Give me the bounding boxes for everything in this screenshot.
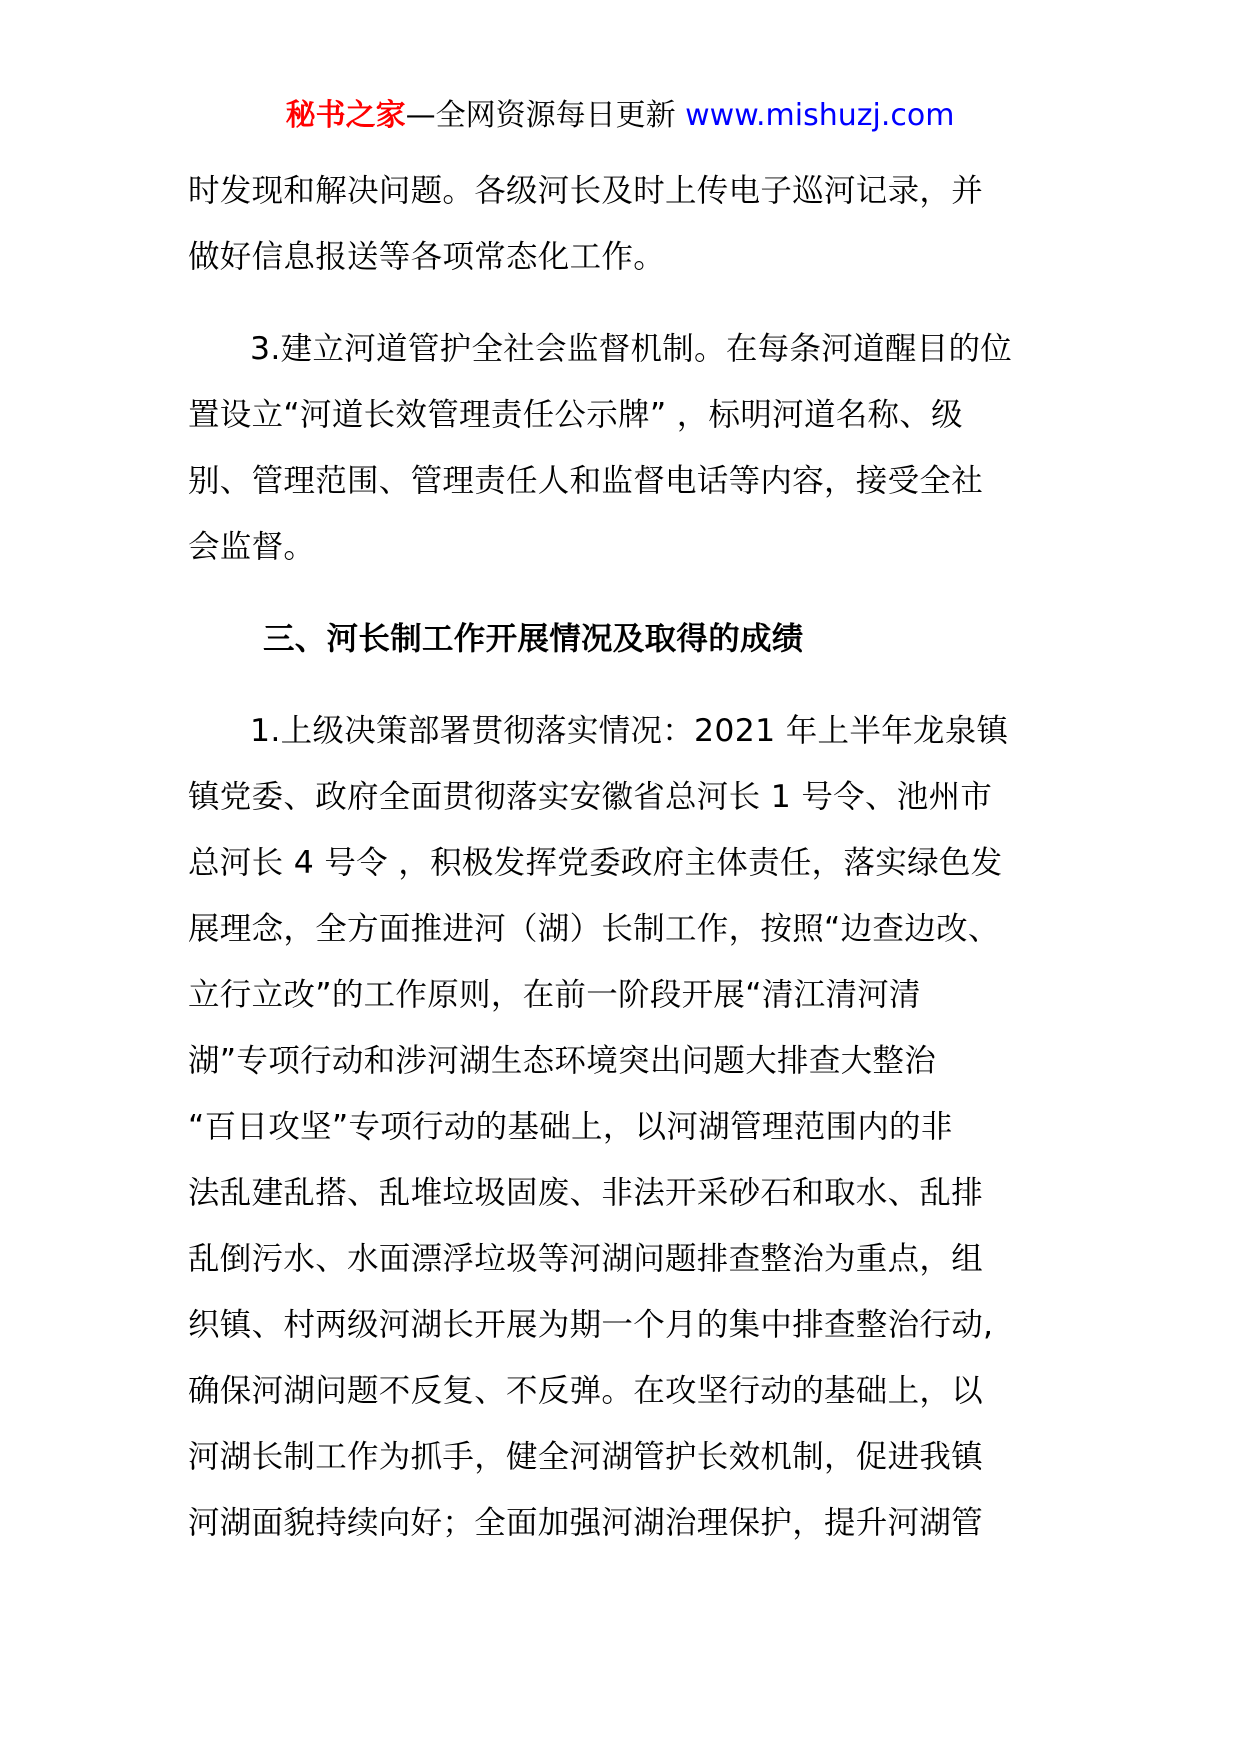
text-line: 做好信息报送等各项常态化工作。 (188, 239, 666, 275)
text-line: 乱倒污水、水面漂浮垃圾等河湖问题排查整治为重点，组 (188, 1241, 984, 1277)
text-line: 法乱建乱搭、乱堆垃圾固废、非法开采砂石和取水、乱排 (188, 1175, 984, 1211)
site-url-link[interactable]: www.mishuzj.com (685, 98, 955, 133)
site-brand: 秘书之家 (285, 98, 406, 133)
text-line: 湖”专项行动和涉河湖生态环境突出问题大排查大整治 (188, 1043, 937, 1079)
text-line: 置设立“河道长效管理责任公示牌” ，标明河道名称、级 (188, 397, 963, 433)
text-line: 河湖面貌持续向好；全面加强河湖治理保护，提升河湖管 (188, 1505, 984, 1541)
paragraph-implementation (188, 698, 1068, 1556)
text-line: 镇党委、政府全面贯彻落实安徽省总河长 1 号令、池州市 (188, 779, 993, 815)
text-line: 展理念，全方面推进河（湖）长制工作，按照“边查边改、 (188, 911, 1000, 947)
text-line: 总河长 4 号令 ，积极发挥党委政府主体责任，落实绿色发 (188, 845, 1003, 881)
paragraph-continuation (188, 158, 1068, 290)
text-line: 河湖长制工作为抓手，健全河湖管护长效机制，促进我镇 (188, 1439, 984, 1475)
text-line: 立行立改”的工作原则，在前一阶段开展“清江清河清 (188, 977, 921, 1013)
text-line: 1.上级决策部署贯彻落实情况：2021 年上半年龙泉镇 (250, 713, 1009, 749)
text-line: 别、管理范围、管理责任人和监督电话等内容，接受全社 (188, 463, 984, 499)
text-line: 确保河湖问题不反复、不反弹。在攻坚行动的基础上，以 (188, 1373, 984, 1409)
text-line: 会监督。 (188, 529, 316, 565)
text-line: 时发现和解决问题。各级河长及时上传电子巡河记录，并 (188, 173, 984, 209)
section-heading: 三、河长制工作开展情况及取得的成绩 (263, 621, 804, 657)
text-line: 3.建立河道管护全社会监督机制。在每条河道醒目的位 (250, 331, 1013, 367)
paragraph-supervision-mechanism (188, 316, 1068, 580)
text-line: 织镇、村两级河湖长开展为期一个月的集中排查整治行动, (188, 1307, 994, 1343)
document-body (188, 158, 1068, 1556)
text-line: “百日攻坚”专项行动的基础上，以河湖管理范围内的非 (188, 1109, 953, 1145)
site-tagline: —全网资源每日更新 (405, 98, 676, 133)
site-header (0, 96, 1240, 136)
